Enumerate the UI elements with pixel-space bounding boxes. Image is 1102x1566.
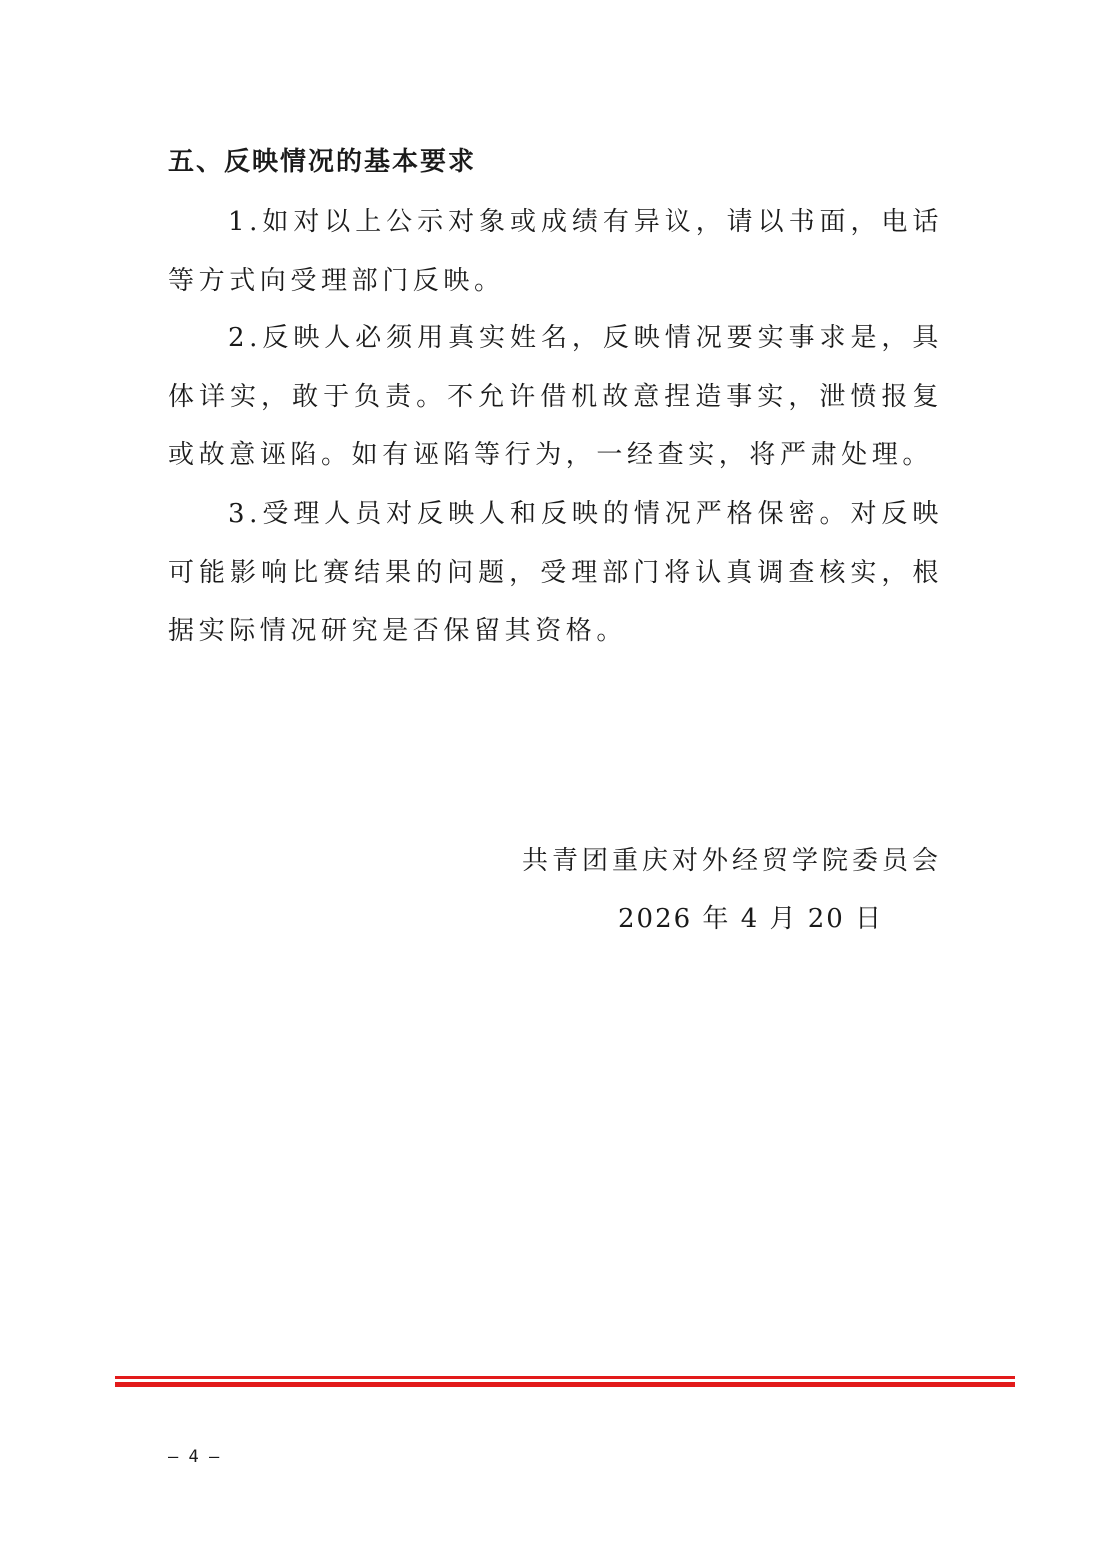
paragraph-1: 1.如对以上公示对象或成绩有异议，请以书面，电话等方式向受理部门反映。 bbox=[168, 207, 943, 296]
paragraph-3: 3.受理人员对反映人和反映的情况严格保密。对反映可能影响比赛结果的问题，受理部门将认真调查核实，根据实际情况研究是否保留其资格。 bbox=[168, 499, 943, 646]
signature-date: 2026 年 4 月 20 日 bbox=[618, 904, 884, 934]
paragraph-2: 2.反映人必须用真实姓名，反映情况要实事求是，具体详实，敢于负责。不允许借机故意捏造事实，泄愤报复或故意诬陷。如有诬陷等行为，一经查实，将严肃处理。 bbox=[168, 323, 943, 470]
footer-rule-thin bbox=[115, 1376, 1015, 1379]
page-number: – 4 – bbox=[168, 1447, 220, 1467]
section-title: 五、反映情况的基本要求 bbox=[168, 147, 477, 177]
footer-rule-thick bbox=[115, 1382, 1015, 1387]
signature-organization: 共青团重庆对外经贸学院委员会 bbox=[521, 846, 942, 876]
